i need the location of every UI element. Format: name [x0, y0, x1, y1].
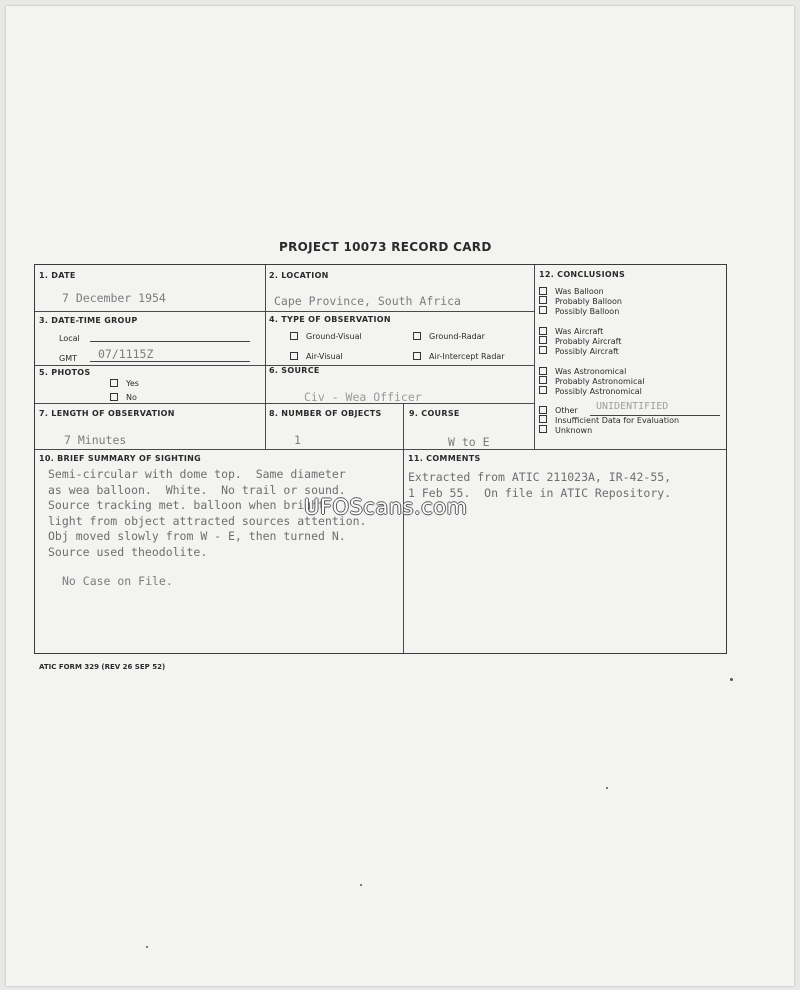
- speck: [146, 946, 148, 948]
- watermark: UFOScans.com: [304, 495, 468, 519]
- other-option[interactable]: Other: [539, 406, 679, 416]
- checkbox-icon: [110, 393, 118, 401]
- photos-label: 5. PHOTOS: [39, 368, 91, 377]
- checkbox-icon: [539, 376, 547, 384]
- was-astronomical-option[interactable]: Was Astronomical: [539, 367, 645, 377]
- divider: [534, 265, 535, 449]
- checkbox-icon: [539, 287, 547, 295]
- unknown-option[interactable]: Unknown: [539, 426, 679, 436]
- checkbox-icon: [539, 367, 547, 375]
- checkbox-icon: [539, 306, 547, 314]
- checkbox-icon: [413, 352, 421, 360]
- divider: [403, 403, 404, 653]
- probably-aircraft-option[interactable]: Probably Aircraft: [539, 337, 621, 347]
- conclusions-group-aircraft: [539, 327, 621, 356]
- checkbox-icon: [413, 332, 421, 340]
- divider: [265, 265, 266, 449]
- objects-value: 1: [294, 433, 301, 447]
- checkbox-icon: [539, 406, 547, 414]
- date-value: 7 December 1954: [62, 291, 166, 305]
- dtg-label: 3. DATE-TIME GROUP: [39, 316, 138, 325]
- divider: [35, 403, 534, 404]
- speck: [606, 787, 608, 789]
- other-underline: [590, 415, 720, 416]
- local-label: Local: [59, 334, 80, 343]
- air-intercept-option[interactable]: Air-Intercept Radar: [413, 352, 505, 361]
- photos-yes-option[interactable]: Yes: [110, 379, 139, 388]
- checkbox-icon: [110, 379, 118, 387]
- local-underline: [90, 341, 250, 342]
- gmt-value: 07/1115Z: [98, 347, 154, 361]
- conclusions-label: 12. CONCLUSIONS: [539, 270, 625, 279]
- ground-visual-option[interactable]: Ground-Visual: [290, 332, 362, 341]
- checkbox-icon: [290, 352, 298, 360]
- insufficient-data-option[interactable]: Insufficient Data for Evaluation: [539, 416, 679, 426]
- checkbox-icon: [539, 336, 547, 344]
- possibly-aircraft-option[interactable]: Possibly Aircraft: [539, 347, 621, 357]
- air-visual-option[interactable]: Air-Visual: [290, 352, 343, 361]
- card-title: PROJECT 10073 RECORD CARD: [279, 240, 492, 254]
- source-value: Civ - Wea Officer: [304, 390, 422, 404]
- source-label: 6. SOURCE: [269, 366, 320, 375]
- conclusions-group-astronomical: [539, 367, 645, 396]
- probably-balloon-option[interactable]: Probably Balloon: [539, 297, 622, 307]
- checkbox-icon: [539, 296, 547, 304]
- other-value: UNIDENTIFIED: [596, 401, 669, 412]
- photos-no-option[interactable]: No: [110, 393, 137, 402]
- divider: [35, 311, 534, 312]
- document-page: [6, 6, 794, 986]
- form-footer: ATIC FORM 329 (REV 26 SEP 52): [39, 663, 166, 671]
- speck: [360, 884, 362, 886]
- gmt-label: GMT: [59, 354, 77, 363]
- location-label: 2. LOCATION: [269, 271, 329, 280]
- checkbox-icon: [539, 386, 547, 394]
- probably-astronomical-option[interactable]: Probably Astronomical: [539, 377, 645, 387]
- summary-note: No Case on File.: [62, 574, 173, 588]
- length-value: 7 Minutes: [64, 433, 127, 447]
- speck: [730, 678, 733, 681]
- summary-text: Semi-circular with dome top. Same diameter as wea balloon. White. No trail or sound. Source tracking met. balloon when bright light from object attracted sources attention. Obj moved slowly from W - E, then turned N. Source used theodolite.: [48, 467, 367, 559]
- comments-label: 11. COMMENTS: [408, 454, 481, 463]
- summary-label: 10. BRIEF SUMMARY OF SIGHTING: [39, 454, 202, 463]
- date-label: 1. DATE: [39, 271, 76, 280]
- possibly-astronomical-option[interactable]: Possibly Astronomical: [539, 387, 645, 397]
- checkbox-icon: [539, 346, 547, 354]
- was-aircraft-option[interactable]: Was Aircraft: [539, 327, 621, 337]
- ground-radar-option[interactable]: Ground-Radar: [413, 332, 485, 341]
- course-label: 9. COURSE: [409, 409, 460, 418]
- checkbox-icon: [539, 327, 547, 335]
- course-value: W to E: [448, 435, 490, 449]
- was-balloon-option[interactable]: Was Balloon: [539, 287, 622, 297]
- comments-text: Extracted from ATIC 211023A, IR-42-55, 1 Feb 55. On file in ATIC Repository.: [408, 470, 672, 500]
- checkbox-icon: [290, 332, 298, 340]
- checkbox-icon: [539, 425, 547, 433]
- observation-type-label: 4. TYPE OF OBSERVATION: [269, 315, 391, 324]
- conclusions-group-balloon: [539, 287, 622, 316]
- gmt-underline: [90, 361, 250, 362]
- possibly-balloon-option[interactable]: Possibly Balloon: [539, 307, 622, 317]
- location-value: Cape Province, South Africa: [274, 294, 461, 308]
- checkbox-icon: [539, 415, 547, 423]
- divider: [35, 449, 726, 450]
- length-label: 7. LENGTH OF OBSERVATION: [39, 409, 175, 418]
- objects-label: 8. NUMBER OF OBJECTS: [269, 409, 382, 418]
